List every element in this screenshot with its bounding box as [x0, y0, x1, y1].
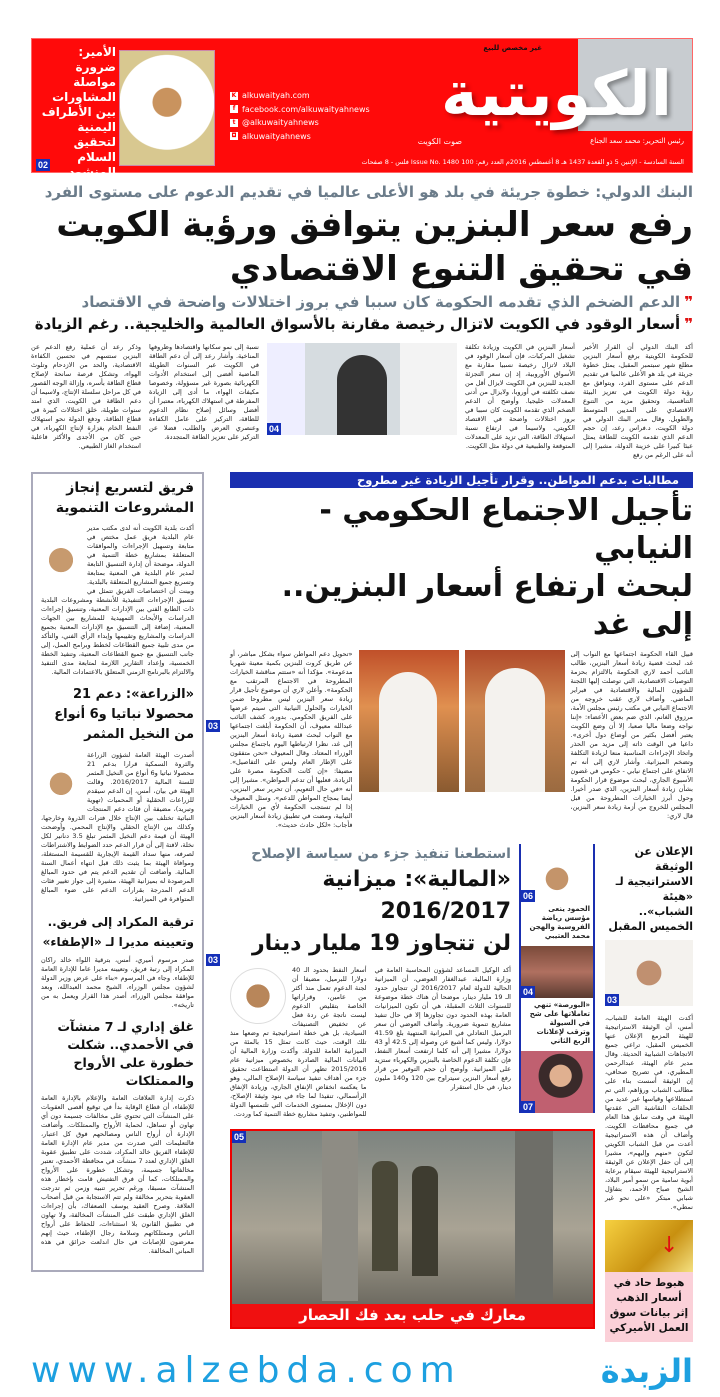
emir-portrait	[119, 50, 215, 166]
brief-headline[interactable]: فريق لتسريع إنجاز المشروعات التنموية	[55, 480, 194, 516]
brief-strip	[519, 844, 595, 1113]
brief-body: ذكرت إدارة العلاقات العامة والإعلام بالإدارة العامة للإطفاء، أن قطاع الوقاية بدأ في توقيع أقصى العقوبات على المنشآت التي تحتوي على مخالفات جسيمة دون أي تهاون أو تساهل، لحماية الأرواح والممتلكات. وأضافت الإدارة أن أرواح الناس ومصالحهم فوق كل اعتبار، فالتعليمات التي صدرت من مدير عام الإدارة العامة للإطفاء الفريق خالد المكراد، شددت على تطبيق عقوبة الغلق الإداري لعدد 7 منشآت في محافظة الأحمدي، تعتبر مخالفاتها جسيمة، وتشكل خطورة على الأرواح والممتلكات، كما أن فرق التفتيش قامت بإخطار هذه المنشآت مسبقا، ورغم تحرير تنبيه وزمن ثم تدرجت العقوبة بتحرير مخالفة ولم تتم الاستجابة من قبل أصحاب العلاقة. وصرح العقيد يوسف الصعفاك، بأن إجراءات الغلق الإداري طبقت على المنشآت المخالفة، ولا تهاون في تطبيق القانون بلا استثناءات، للحفاظ على أرواح الناس وممتلكاتهم وسلامة رجال الإطفاء، حيث إنهم معرضون للإصابات في حال اندلعت حرائق في هذه المباني المخالفة.	[41, 1094, 194, 1255]
brief-caption[interactable]: الحمود ينعى مؤسس رياضة الفروسية والهجن محمد العتيبي	[529, 905, 590, 940]
mp-photo	[465, 650, 565, 792]
official-round-photo	[230, 968, 286, 1024]
lead-column: أسعار البنزين في الكويت وزيادة تكلفة تشغيل المركبات، فإن أسعار الوقود في البلاد لاتزال رخيصة نسبيا مقارنة مع الأسواق الأوروبية، إذ إن سعر التجزئة الجديد للبنزين في الكويت لايزال أقل من نصف تكلفته في أوروبا، ولايزال من أدنى المعدلات خليجيا. وأوضح أن الدعم الضخم الذي تقدمه الكويت كان سببا في بروز اختلالات واضحة في الاقتصاد الكويتي، ولاسيما في ارتفاع نسبة استهلاك الطاقة، التي تزيد على المعدلات المتوقعة والطبيعية في دولة مثل الكويت.	[465, 343, 575, 450]
website-url[interactable]: www.alzebda.com	[31, 1350, 462, 1391]
slogan: صوت الكويت	[417, 137, 462, 146]
story-banner: مطالبات بدعم المواطن.. وقرار تأجيل الزيادة غير مطروح	[230, 472, 693, 488]
brief-caption[interactable]: «البورصة» تنهي تعاملاتها على شح في السيولة وترقب لإعلانات الربع الثاني	[529, 1001, 590, 1045]
twitter-icon: t	[230, 119, 238, 127]
brief-headline[interactable]: ترقية المكراد إلى فريق.. وتعيينه مديرا لـ «الإطفاء»	[42, 915, 194, 949]
youth-body: أكدت الهيئة العامة للشباب، أمس، أن الوثيقة الاستراتيجية للهيئة المزمع الإعلان عنها الخميس المقبل، تراعي جميع الاتجاهات الشبابية الحديثة. وقال مدير عام الهيئة، عبدالرحمن المطيري، في تصريح صحافي، إن الوثيقة أسست بناء على مطالب الشباب ورؤاهم، التي تم استطلاعها وقياسها عبر عديد من الحلقات النقاشية التي عقدتها الهيئة في وقت سابق هذا العام في جميع محافظات الكويت. وأضاف أن هذه الاستراتيجية أعدت من قبل الشباب الكويتي لتكون «منهم وإليهم»، مشيرا إلى أن حفل الإعلان عن الوثيقة الاستراتيجية للهيئة سيقام برعاية أبوية سامية من سمو أمير البلاد، الشيخ صباح الأحمد، بتفاؤل شبابي مبتكر «على نحو غير نمطي».	[605, 1014, 693, 1211]
social-website[interactable]: K alkuwaityah.com	[231, 91, 310, 101]
dateline: السنة السادسة - الإثنين 5 ذو القعدة 1437 هـ 8 أغسطس 2016م العدد رقم: Issue No. 1480 100 فلس - 8 صفحات	[361, 158, 684, 166]
lead-bullet: ❞أسعار الوقود في الكويت لاتزال رخيصة مقارنة بالأسواق العالمية والخليجية.. رغم الزيادة	[34, 315, 693, 333]
mp-figure	[485, 668, 545, 792]
fighter-figure	[412, 1166, 438, 1276]
budget-kicker: استطعنا تنفيذ جزء من سياسة الإصلاح	[251, 846, 511, 862]
parliament-headline[interactable]: تأجيل الاجتماع الحكومي - النيابي لبحث ارتفاع أسعار البنزين.. إلى غد	[281, 493, 693, 642]
gold-bars-image	[605, 1220, 693, 1272]
page-badge: 02	[38, 160, 49, 170]
lead-kicker: البنك الدولي: خطوة جريئة في بلد هو الأعلى عالميا في تقديم الدعوم على مستوى الفرد	[44, 183, 693, 201]
celebrity-photo: 07	[521, 1051, 593, 1113]
page-badge: 04	[269, 424, 280, 434]
social-twitter[interactable]: t @alkuwaityahnews	[230, 116, 370, 130]
budget-body: أسعار النفط بحدود الـ 40 دولارا للبرميل، مضيفا أن لجنة الدعوم تعمل منذ أكثر من عامين، وقراراتها الخاصة بتقليص الدعوم ليست ناتجة عن ردة فعل عن تخفيض التصنيفات السيادية، بل هي خطة استراتيجية تم وضعها منذ تلك الوقت، حيث كانت تمثل 15 بالمئة من الميزانية العامة للدولة. وأكدت وزارة المالية أن البيانات المالية الصادرة بخصوص ميزانية عام 2015/2016 تظهر أن الدولة استطاعت تحقيق جزء من أهداف تنفيذ سياسة الإصلاح المالي، وهو ما يعكسه انخفاض الإنفاق الجاري، وزيادة الإنفاق الرأسمالي، تنفيذا لما جاء في بنود وثيقة الإصلاح، دون الإخلال بمستوى الخدمات التي تلتمسها الدولة للمواطنين، وتنفيذ مشاريع خطة التنمية كما وردت.	[230, 966, 367, 1118]
page-badge: 03	[208, 721, 219, 731]
gold-teaser[interactable]	[605, 1220, 693, 1342]
youth-headline[interactable]: الإعلان عن الوثيقة الاستراتيجية لـ «هيئة الشباب».. الخميس المقبل	[608, 845, 693, 933]
mp-photo	[359, 650, 459, 792]
fighter-figure	[372, 1161, 398, 1271]
parliament-body: «تحويل دعم المواطن سواء بشكل مباشر، أو عن طريق كروت للبنزين بكمية معينة شهريا مدعومة». مؤكدا أنه «ستتم مناقشة الخيارات المطروحة في الاجتماع المرتقب مع الحكومة». وأعلن لاري أن موضوع تأجيل قرار زيادة سعر البنزين ليس مطروحا ضمن الخيارات والحلول النيابية التي سيتم عرضها على الفريق الحكومي. بدوره، كشف النائب عبدالله معيوف، أن الحكومة أبلغت اجتماعها مع النواب لبحث قضية زيادة أسعار البنزين إلى غد، نظرا لارتباطها اليوم باجتماع مجلس الوزراء المعتاد. وقال المعيوف «نحن متفقون على الإطار العام وليس على التفاصيل». مضيفا: «إن كانت الحكومة مصرة على الزيادة، فعليها أن تدعم المواطن». مشيرا إلى أنه «في حال التعويم، أن تحرير سعر البنزين، أيضا بمجاح المواطن للدعم». وسئل المعيوف إذا لم تستجب الحكومة لأي من الخيارات النيابية، ومضت في تطبيق زيادة أسعار البنزين فأجاب: «لكل حادث حديث».	[230, 650, 353, 829]
official-photo	[41, 753, 81, 809]
down-arrow-icon: ↓	[660, 1233, 679, 1258]
website-icon: K	[231, 91, 237, 99]
quote-icon: ❞	[684, 293, 693, 311]
quote-icon: ❞	[684, 315, 693, 333]
zebda-logo: الزبدة	[600, 1351, 693, 1390]
page-badge: 05	[234, 1132, 245, 1142]
facebook-icon: f	[230, 105, 238, 113]
gold-headline: هبوط حاد في أسعار الذهب إثر بيانات سوق العمل الأميركي	[609, 1277, 689, 1334]
pillar	[515, 1131, 553, 1301]
brief-body: صدر مرسوم أميري، أمس، بترقية اللواء خالد راكان المكراد إلى رتبة فريق، وتعيينه مديرا عاما للإدارة العامة للإطفاء. وجاء في المرسوم «بناء على عرض وزير الدولة لشؤون مجلس الوزراء، الشيخ محمد العبدالله، وبعد موافقة مجلس الوزراء، أصدر هذا القرار ويعمل به من تاريخه».	[41, 956, 194, 1009]
lead-bullet: ❞الدعم الضخم الذي تقدمه الحكومة كان سببا في بروز اختلالات واضحة في الاقتصاد	[81, 293, 693, 311]
pillar	[322, 1131, 358, 1301]
lead-column: أكد البنك الدولي أن القرار الأخير للحكومة الكويتية برفع أسعار البنزين مطلع شهر سبتمبر المقبل، يمثل خطوة جريئة في بلد هو الأعلى عالميا في تقديم الدعم على مستوى الفرد، ويتوافق مع رؤية دولة الكويت في تعزيز البيئة التنافسية، وتحقيق مزيد من التنوع الاقتصادي على المديين المتوسط والطويل. وقال مدير البنك الدولي في دولة الكويت، د.فراس رعد، إن حجم الدعم الذي تقدمه الكويت للطاقة يمثل عبئا كبيرا على خزينة الدولة، مشيرا إلى أنه على الرغم من رفع	[583, 343, 693, 459]
social-instagram[interactable]: ◘ alkuwaityahnews	[231, 131, 311, 141]
social-links	[230, 89, 370, 143]
speaker-figure	[337, 355, 387, 435]
masthead	[31, 38, 693, 179]
official-photo	[41, 526, 81, 588]
brief-headline[interactable]: «الزراعة»: دعم 21 محصولا نباتيا و6 أنواع من النخيل المثمر	[54, 687, 194, 742]
brief-body: أصدرت الهيئة العامة لشؤون الزراعة والثروة السمكية قرارا بدعم 21 محصولا نباتيا و6 أنواع من النخيل المثمر للسنة المالية 2016/2017. وقالت الهيئة في بيان، أمس، إن الدعم سيقدم للزراعات الحقلية أو المحميات (تهوية وتبريد)، مضيفة أن فئات دعم المنتجات النباتية تختلف بين الإنتاج خلال فترات الذروة وخارجها، وكذلك بين الإنتاج الحقلي والإنتاج المحمي. وأوضحت الهيئة أن قيمة دعم النخيل المثمر تبلغ 3.5 دنانير لكل نخلة، لافتة إلى أن قرار الدعم حدد الضوابط والاشتراطات لصرفه، منها سداد القيمة الإيجارية للقسيمة المستغلة، وموافاة الهيئة بما يثبت ذلك قبل انتهاء أعمال السنة المالية. وأضافت أن تقديم الدعم يتم في حدود المبالغ المرصودة له بميزانية الهيئة، مشيرة إلى جواز تغيير فئات الدعم المدرجة بقرارات الدعم على ضوء المبالغ المتوافرة في الميزانية.	[41, 751, 195, 903]
budget-body: أكد الوكيل المساعد لشؤون المحاسبة العامة في وزارة المالية، عبدالغفار العوضي، أن الميزانية الحالية للدولة لعام 2016/2017 لن تتجاوز حدود الـ 19 مليار دينار، موضحا أن هناك خطة موضوعة للسنوات الثلاث المقبلة، هي أن تكون الميزانيات العامة بهذه الحدود دون تجاوزها إلا في حال تنفيذ مشاريع تنموية ضرورية. وأضاف العوضي أن سعر البرميل التعادلي في الميزانية المنتهية بلغ 41.59 دولارا، وليس كما أشيع عن وصوله إلى 42.5 أو 43 دولارا، مشيرا إلى أنه كلما ارتفعت أسعار النفط، فإن تكلفة الدعوم الخاصة بالبنزين والكهرباء ستزيد على الميزانية. وأوضح أن حجم التوفير من قرار رفع أسعار البنزين سيتراوح بين 120 و140 مليون دينار، في حال استقرار	[374, 966, 511, 1091]
youth-official-photo: 03	[605, 940, 693, 1006]
social-facebook[interactable]: f facebook.com/alkuwaityahnews	[230, 103, 370, 117]
world-bank-photo	[267, 343, 457, 435]
parliament-body: قبيل القاء الحكومة اجتماعها مع النواب إلى غد، لبحث قضية زيادة أسعار البنزين، طالب النائب أحمد لاري الحكومة بالالتزام بحزمة التوصيات الاقتصادية، التي توصلت إليها اللجنة للشؤون المالية والاقتصادية في فبراير الماضي. وأضاف لاري عقب خروجه من الاجتماع النيابي في مكتب رئيس مجلس الأمة، مرزوق الغانم، الذي ضم بعض الأعضاء: «إننا نواجه وضعا ماليا صعبا، إلا أن وضع الكويت يعتبر أفضل بكثير من أوضاع دول أخرى». داعيا في الوقت ذاته إلى مزيد من الحذر واتخاذ الإجراءات المناسبة منعا لزيادة التكلفة وتضخم الميزانية. وأشار لاري إلى أنه تم الاتفاق على اجتماع نيابي - حكومي في غضون الأسبوع الجاري، لبحث موضوع قرار الحكومة بشأن زيادة أسعار البنزين، الذي صدر أخيرا. وحول أبرز الخيارات المطروحة من قبل المجلس للخروج من أزمة زيادة سعر البنزين، قال لاري:	[570, 650, 693, 820]
briefs-sidebar	[31, 472, 204, 1272]
brief-photo: 06	[521, 844, 593, 902]
aleppo-photo[interactable]	[230, 1129, 595, 1329]
page-badge: 03	[208, 955, 219, 965]
lead-headline[interactable]: رفع سعر البنزين يتوافق ورؤية الكويت في تحقيق التنوع الاقتصادي	[56, 205, 693, 289]
mp-figure	[379, 672, 437, 792]
budget-headline[interactable]: «المالية»: ميزانية 2016/2017 لن تتجاوز 19 مليار دينار	[252, 867, 511, 956]
instagram-icon: ◘	[231, 132, 237, 140]
lead-column: نسبة إلى نمو سكانها واقتصادها وظروفها المناخية. وأشار رعد إلى أن دعم الطاقة في الكويت عبر السنوات الطويلة الماضية أفضى إلى استخدام الأدوات الكهربائية بصورة غير مسؤولة، وخصوصا مكيفات الهواء، ما أدى إلى الزيادة المفرطة في استهلاك الكهرباء، معتبرا أن أفضل وسائل إصلاح نظام الدعوم للطاقة، التركيز على عامل الكفاءة وعنصري العرض والطلب، فضلا عن التركيز على تعزيز الطاقة المتجددة.	[149, 343, 259, 441]
tagline: غير مخصص للبيع	[483, 44, 542, 52]
emir-headline[interactable]: الأمير: ضرورة مواصلة المشاورات بين الأطراف اليمنية لتحقيق السلام المنشود	[41, 45, 116, 179]
editor-in-chief: رئيس التحرير: محمد سعد الجناع	[590, 137, 684, 145]
brief-body: أكدت بلدية الكويت أنه لدى مكتب مدير عام البلدية فريق عمل مختص في متابعة وتسهيل الإجراءات والموافقات المتعلقة بمشاريع خطة التنمية في الدولة، موضحة أن إدارة التنسيق التابعة لمدير عام البلدية هي المعنية بمتابعة وتسريع جميع المشاريع المتعلقة بالبلدية. وبينت أن اختصاصات الفريق تتمثل في تنسيق الإجراءات التنفيذية للأنشطة ومشروعات البلدية ذات الطابع الفني بين الإدارات المعنية، وتنسيق إجراءات الدراسات والأبحاث التمهيدية للمشاريع بين الجهات المعنية، إضافة إلى التنسيق مع الإدارات المعنية بجميع الدراسات والمشاريع وتقييمها وإبداء الرأي الفني، والتأكد من مدى تلبية جميع القطاعات لخطط وبرامج العمل، إلى جانب التنسيق مع جميع القطاعات المعنية، وتنفيذ الخطة الخمسية، وإعداد التقارير اللازمة لمتابعة مدى التنفيذ والالتزام بالبرنامج الزمني المتعلق بالاعتمادات المالية.	[41, 524, 194, 676]
brief-headline[interactable]: غلق إداري لـ 7 منشآت في الأحمدي.. شكلت خطورة على الأرواح والممتلكات	[57, 1019, 194, 1088]
photo-caption: معارك في حلب بعد فك الحصار	[232, 1304, 593, 1327]
lead-column: وذكر رعد أن عملية رفع الدعم عن البنزين ستسهم في تحسين الكفاءة الاقتصادية، والحد من الازدحام وتلوث الهواء، وتشكل فرصة سانحة لإصلاح قطاع الطاقة بأسره، وإزالة الوجه القصور في كل مراحل سلسلة الإنتاج، ولاسيما أن دعم الطاقة في الكويت، الذي امتد سنوات طويلة، خلق اختلالات كبيرة في قطاع الطاقة، ودفع الدولة نحو استهلاك النفط الخام بغزارة لإنتاج الكهرباء، في حين كان من الأجدى والأكثر فاعلية استخدام الغاز الطبيعي.	[31, 343, 141, 450]
newspaper-logo: الكويتية	[441, 57, 672, 130]
parliament-hall-photo: 04	[521, 946, 593, 998]
